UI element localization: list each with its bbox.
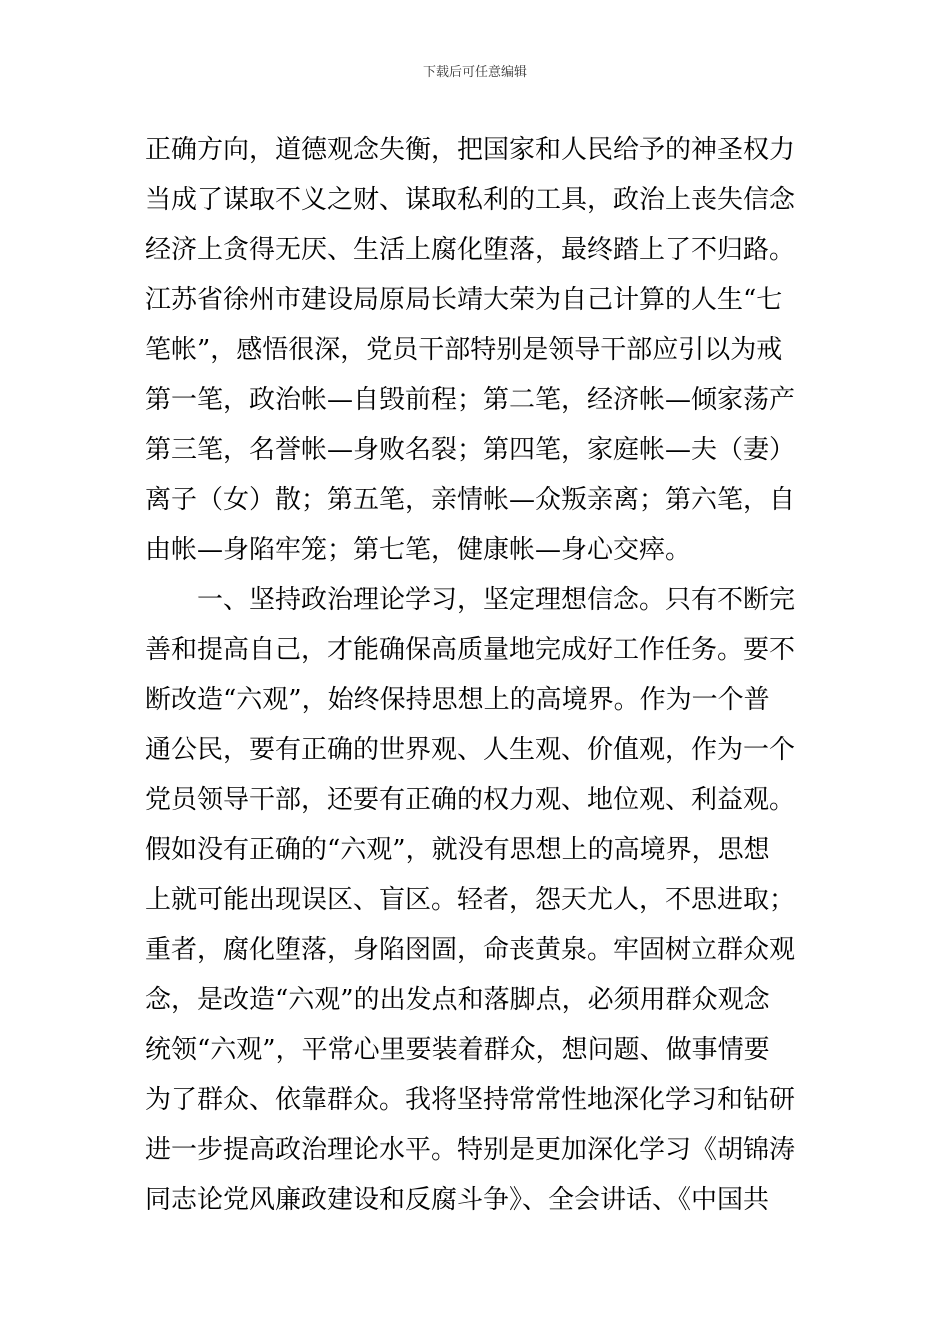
text-line: 经济上贪得无厌、生活上腐化堕落，最终踏上了不归路。: [145, 235, 796, 265]
text-line: 当成了谋取不义之财、谋取私利的工具，政治上丧失信念: [145, 185, 796, 215]
text-line: 善和提高自己，才能确保高质量地完成好工作任务。要不: [145, 635, 796, 665]
text-line: 断改造“六观”，始终保持思想上的高境界。作为一个普: [145, 685, 770, 715]
text-line: 上就可能出现误区、盲区。轻者，怨天尤人，不思进取；: [145, 885, 796, 915]
text-line: 进一步提高政治理论水平。特别是更加深化学习《胡锦涛: [145, 1135, 796, 1165]
text-line: 假如没有正确的“六观”，就没有思想上的高境界，思想: [145, 835, 770, 865]
text-line: 笔帐”，感悟很深，党员干部特别是领导干部应引以为戒: [145, 335, 783, 365]
text-line: 通公民，要有正确的世界观、人生观、价值观，作为一个: [145, 735, 796, 765]
text-line: 离子（女）散；第五笔，亲情帐—众叛亲离；第六笔，自: [145, 485, 796, 515]
text-line: 第一笔，政治帐—自毁前程；第二笔，经济帐—倾家荡产: [145, 385, 796, 415]
text-line: 由帐—身陷牢笼；第七笔，健康帐—身心交瘁。: [145, 535, 692, 565]
text-line: 念，是改造“六观”的出发点和落脚点，必须用群众观念: [145, 985, 770, 1015]
text-line: 党员领导干部，还要有正确的权力观、地位观、利益观。: [145, 785, 796, 815]
page-header: 下载后可任意编辑: [422, 65, 527, 80]
text-line: 江苏省徐州市建设局原局长靖大荣为自己计算的人生“七: [145, 285, 783, 315]
text-line: 一、坚持政治理论学习，坚定理想信念。只有不断完: [145, 585, 796, 615]
text-line: 同志论党风廉政建设和反腐斗争》、全会讲话、《中国共: [145, 1185, 770, 1215]
text-line: 正确方向，道德观念失衡，把国家和人民给予的神圣权力: [145, 135, 796, 165]
text-line: 统领“六观”，平常心里要装着群众，想问题、做事情要: [145, 1035, 770, 1065]
text-line: 第三笔，名誉帐—身败名裂；第四笔，家庭帐—夫（妻）: [145, 435, 796, 465]
text-line: 重者，腐化堕落，身陷囹圄，命丧黄泉。牢固树立群众观: [145, 935, 796, 965]
body-text: [145, 125, 805, 1225]
text-line: 为了群众、依靠群众。我将坚持常常性地深化学习和钻研: [145, 1085, 796, 1115]
